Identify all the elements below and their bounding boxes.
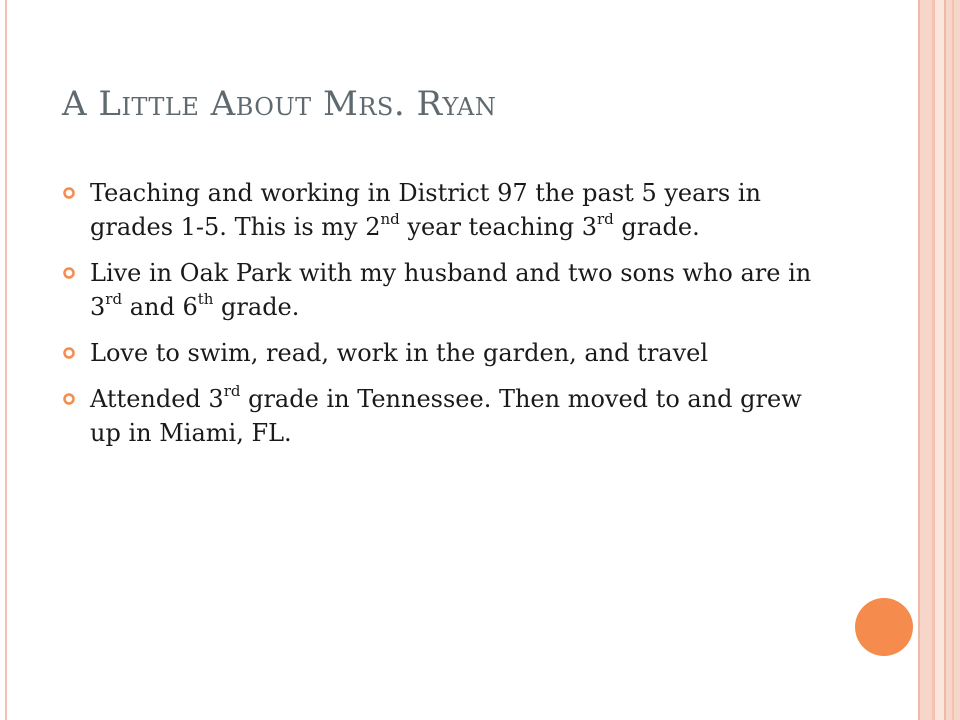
bullet-text: Love to swim, read, work in the garden, and travel [90,339,709,367]
bullet-item [62,382,822,450]
left-border-line [5,0,7,720]
right-decorative-stripe [932,0,935,720]
orange-circle-decoration [855,598,913,656]
bullet-item [62,176,822,244]
orange-bullet-icon [62,392,76,406]
right-decorative-light-band [935,0,944,720]
right-decorative-stripe [952,0,954,720]
bullet-list [62,176,822,462]
slide-title: A Little About Mrs. Ryan [62,84,497,124]
bullet-text: Attended 3rd grade in Tennessee. Then moved to and grew up in Miami, FL. [90,382,802,447]
right-decorative-stripe [944,0,946,720]
orange-bullet-icon [62,346,76,360]
orange-bullet-icon [62,266,76,280]
right-decorative-stripe [918,0,920,720]
bullet-item [62,336,822,370]
bullet-text: Live in Oak Park with my husband and two sons who are in 3rd and 6th grade. [90,259,812,321]
bullet-item [62,256,822,324]
bullet-text: Teaching and working in District 97 the past 5 years in grades 1-5. This is my 2nd year teaching 3rd grade. [90,179,761,241]
orange-bullet-icon [62,186,76,200]
